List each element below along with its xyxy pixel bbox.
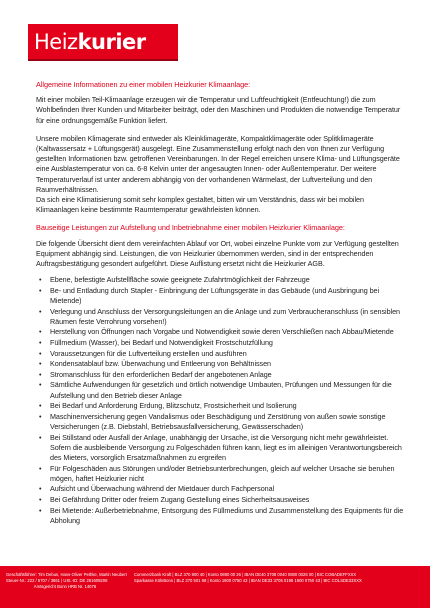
list-item: • Bei Stillstand oder Ausfall der Anlage, unabhängig der Ursache, ist die Versorgung nicht mehr gewährleistet. Sofern die ausbleibende Versorgung zu Folgeschäden führen kann, liegt es im alleinigen Verantwortungsbereich des Mieters, vorsorglich Ersatzmaßnahmen zu ergreifen	[36, 433, 406, 464]
list-item: • Aufsicht und Überwachung während der Mietdauer durch Fachpersonal	[36, 484, 406, 494]
section1-para3: Da sich eine Klimatisierung somit sehr komplex gestaltet, bitten wir um Verständnis, dass wir bei mobilen Klimaanlagen keine bestimmte Raumtemperatur gewährleisten können.	[36, 195, 364, 215]
document-body	[36, 80, 406, 526]
heizkurier-logo	[28, 24, 178, 60]
list-item: • Stromanschluss für den erforderlichen Bedarf der angebotenen Anlage	[36, 370, 406, 380]
logo-text-part2: kurier	[77, 30, 146, 54]
footer-tax-info: Steuer-Nr.: 222 / 5707 / 3861 | USt.-ID: DE 261609208	[6, 578, 108, 584]
section1-para1: Mit einer mobilen Teil-Klimaanlage erzeugen wir die Temperatur und Luftfeuchtigkeit (Entfeuchtung!) die zum Wohlbefinden Ihrer Kunden und Mitarbeiter beiträgt, oder den Maschinen und Produkten die notwendige Temperatur für eine ordnungsgemäße Funktion liefert.	[36, 95, 401, 125]
list-item: • Verlegung und Anschluss der Versorgungsleitungen an die Anlage und zum Verbraucheranschluss (in sensiblen Räumen feste Verrohrung vorsehen!)	[36, 307, 406, 327]
list-item: • Ebene, befestigte Aufstellfläche sowie geeignete Zufahrtmöglichkeit der Fahrzeuge	[36, 275, 406, 285]
section1-para2: Unsere mobilen Klimagerate sind entweder als Kleinklimageräte, Kompaktklimageräte oder Splitklimageräte (Kaltwassersatz + Lüftungsgerät) ausgelegt. Eine Zusammenstellung erfolgt nach den von Ihnen zur Verfügung gestellten Informationen bzw. getroffenen Vereinbarungen. In der Regel erreichen unsere Klima- und Lüftungsgeräte eine Ausblastemperatur von ca. 6-8 Kelvin unter der angesaugten Innen- oder Außentemperatur. Der weitere Temperaturverlauf ist unter anderem abhängig von der vorhandenen Wärmelast, der Luftverteilung und den Raumverhältnissen.	[36, 133, 400, 194]
list-item: • Voraussetzungen für die Luftverteilung erstellen und ausführen	[36, 349, 406, 359]
list-item: • Bei Gefährdung Dritter oder freiem Zugang Gestellung eines Sicherheitsausweises	[36, 495, 406, 505]
list-item: • Kondensatablauf bzw. Überwachung und Entleerung von Behältnissen	[36, 359, 406, 369]
logo-text-part1: Heiz	[34, 30, 78, 54]
logo-underline	[28, 59, 178, 61]
footer-bank-info	[134, 572, 424, 608]
footer-court-register: Amtsgericht Bonn HRB Nr. 14076	[33, 584, 97, 590]
footer-company-info	[6, 572, 127, 608]
section2-heading: Bauseitige Leistungen zur Aufstellung und Inbetriebnahme einer mobilen Heizkurier Klimaanlage:	[36, 223, 345, 233]
footer-bank-2: Sparkasse KölnBonn | BLZ 370 501 98 | Konto 1900 0750 43 | IBAN DE33 3705 0198 1900 0750 43 | BIC COLSDE33XXX	[134, 578, 362, 584]
list-item: • Bei Mietende: Außerbetriebnahme, Entsorgung des Füllmediums und Zusammenstellung des Equipments für die Abholung	[36, 506, 406, 526]
list-item: • Bei Bedarf und Anforderung Erdung, Blitzschutz, Frostsicherheit und Isolierung	[36, 401, 406, 411]
list-item: • Für Folgeschäden aus Störungen und/oder Betriebsunterbrechungen, gleich auf welcher Ursache sie beruhen mögen, haftet Heizkurier nicht	[36, 464, 406, 484]
footer-bank-1: Commerzbank Kraft | BLZ 370 800 40 | Konto 0880 00 26 | IBAN DE40 3708 0040 0880 0026 00 | BIC COBADEFFXXX	[134, 572, 357, 577]
list-item: • Be- und Entladung durch Stapler - Einbringung der Lüftungsgeräte in das Gebäude (und Ausbringung bei Mietende)	[36, 286, 406, 306]
requirements-list	[36, 275, 406, 526]
section2-intro: Die folgende Übersicht dient dem vereinfachten Ablauf vor Ort, wobei einzelne Punkte vom zur Verfügung gestellten Equipment abhängig sind. Leistungen, die von Heizkurier übernommen werden, sind in der entsprechenden Auftragsbestätigung gesondert aufgeführt. Diese Auflistung ersetzt nicht die Heizkurier AGB.	[36, 238, 399, 269]
section1-heading: Allgemeine Informationen zu einer mobilen Heizkurier Klimaanlage:	[36, 80, 251, 89]
list-item: • Füllmedium (Wasser), bei Bedarf und Notwendigkeit Frostschutzfüllung	[36, 338, 406, 348]
list-item: • Maschinenversicherung gegen Vandalismus oder Beschädigung und Zerstörung von außen sowie sonstige Versicherungen (z.B. Diebstahl, Betriebsausfallversicherung, Gewässerschaden)	[36, 412, 406, 432]
footer-managers: Geschäftsführer: Tim Debus, Hans-Oliver Pethke, Martin Neubert	[6, 572, 127, 577]
footer-bar	[0, 566, 430, 608]
list-item: • Sämtliche Aufwendungen für gesetzlich und örtlich notwendige Umbauten, Prüfungen und Messungen für die Aufstellung und den Betrieb dieser Anlage	[36, 380, 406, 400]
list-item: • Herstellung von Öffnungen nach Vorgabe und Notwendigkeit sowie deren Verschließen nach Abbau/Mietende	[36, 327, 406, 337]
